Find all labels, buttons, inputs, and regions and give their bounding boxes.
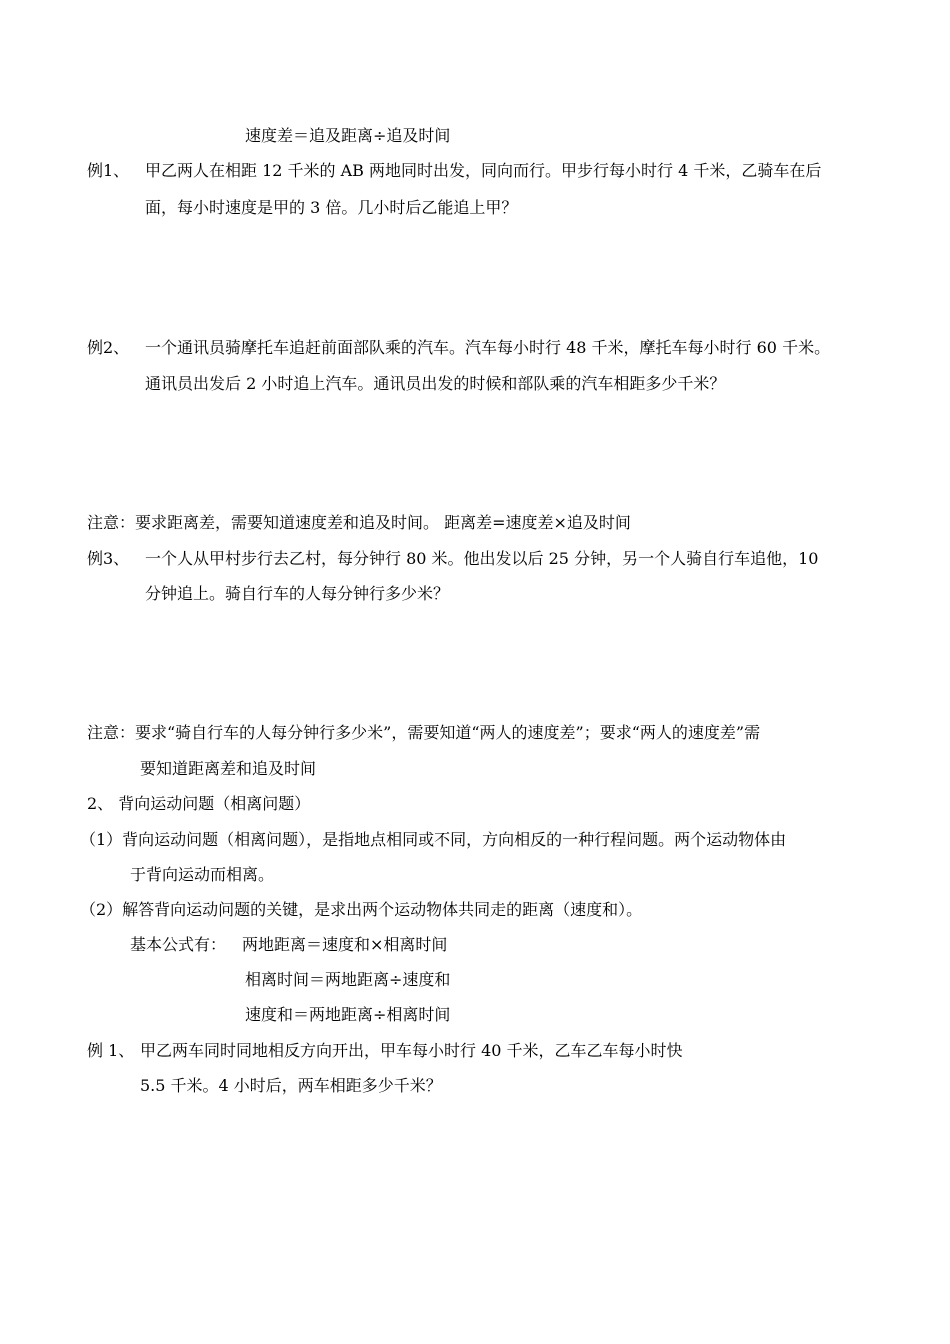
example-2-text-line1: 一个通讯员骑摩托车追赶前面部队乘的汽车。汽车每小时行 48 千米，摩托车每小时行 60 千米。 — [145, 338, 831, 357]
section-2-title: 2、 背向运动问题（相离问题） — [87, 794, 311, 813]
example-3-label: 例3、 — [87, 549, 130, 568]
formula-speed-sum: 速度和＝两地距离÷相离时间 — [245, 1005, 451, 1024]
note-speed-difference-line1: 注意：要求“骑自行车的人每分钟行多少米”，需要知道“两人的速度差”；要求“两人的速度差”需 — [87, 723, 761, 742]
item-1-line1: （1）背向运动问题（相离问题），是指地点相同或不同，方向相反的一种行程问题。两个运动物体由 — [80, 830, 787, 849]
example-2-label: 例2、 — [87, 338, 130, 357]
example-4-text-line1: 甲乙两车同时同地相反方向开出，甲车每小时行 40 千米，乙车乙车每小时快 — [140, 1041, 683, 1060]
example-1-label: 例1、 — [87, 161, 130, 180]
formulas-label: 基本公式有： — [130, 935, 227, 954]
note-distance-difference: 注意：要求距离差，需要知道速度差和追及时间。 距离差=速度差×追及时间 — [87, 513, 631, 532]
formula-time: 相离时间＝两地距离÷速度和 — [245, 970, 451, 989]
formula-distance: 两地距离＝速度和×相离时间 — [242, 935, 448, 954]
formula-speed-difference: 速度差＝追及距离÷追及时间 — [245, 126, 451, 145]
example-3-text-line1: 一个人从甲村步行去乙村，每分钟行 80 米。他出发以后 25 分钟，另一个人骑自行车追他，10 — [145, 549, 819, 568]
item-2: （2）解答背向运动问题的关键，是求出两个运动物体共同走的距离（速度和）。 — [80, 900, 643, 919]
example-3-text-line2: 分钟追上。骑自行车的人每分钟行多少米？ — [145, 584, 450, 603]
example-4-text-line2: 5.5 千米。4 小时后，两车相距多少千米？ — [140, 1076, 442, 1095]
note-speed-difference-line2: 要知道距离差和追及时间 — [140, 759, 317, 778]
example-1-text-line1: 甲乙两人在相距 12 千米的 AB 两地同时出发，同向而行。甲步行每小时行 4 千米，乙骑车在后 — [145, 161, 822, 180]
example-1-text-line2: 面，每小时速度是甲的 3 倍。几小时后乙能追上甲？ — [145, 198, 518, 217]
example-4-label: 例 1、 — [87, 1041, 135, 1060]
example-2-text-line2: 通讯员出发后 2 小时追上汽车。通讯员出发的时候和部队乘的汽车相距多少千米？ — [145, 374, 726, 393]
item-1-line2: 于背向运动而相离。 — [130, 865, 275, 884]
